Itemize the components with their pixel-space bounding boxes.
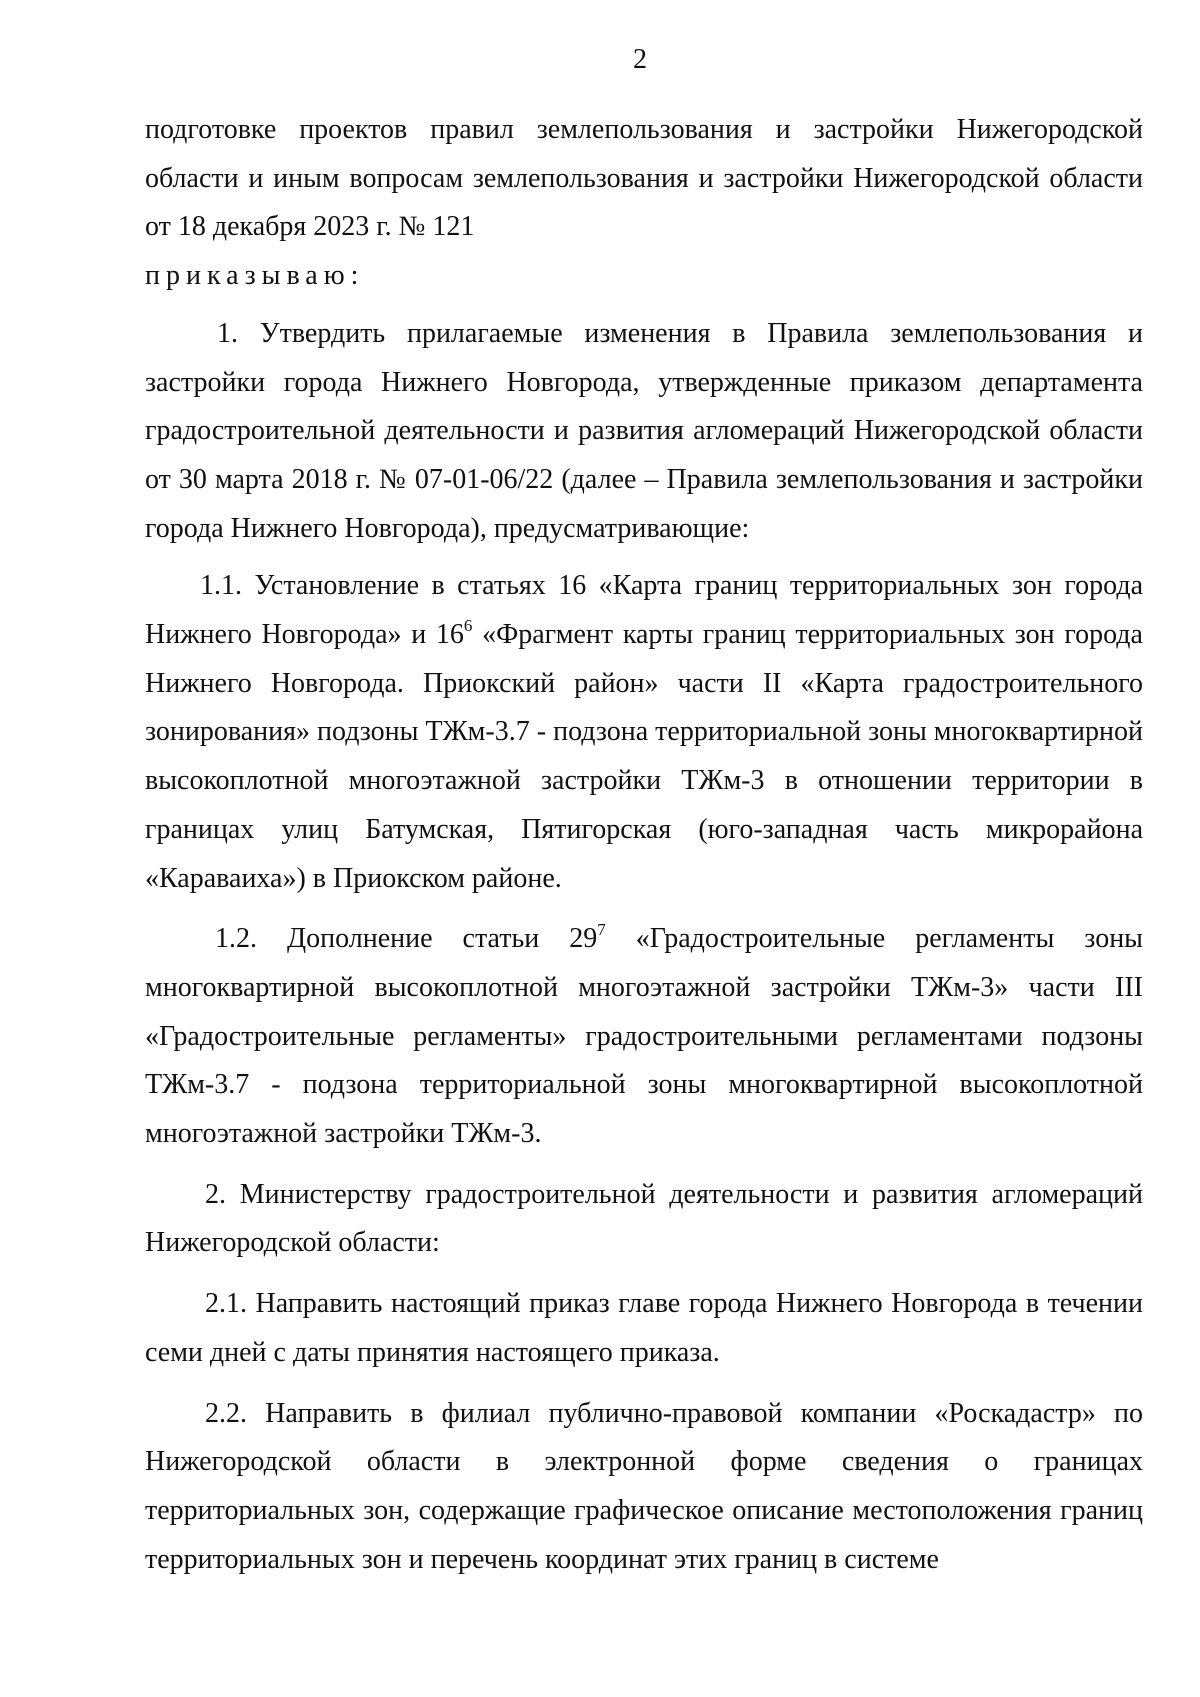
item-1-2-superscript: 7 (597, 920, 606, 940)
item-2-2-paragraph: 2.2. Направить в филиал публично-правовой компании «Роскадастр» по Нижегородской области в электронной форме сведения о границах территориальных зон, содержащие графическое описание местоположения границ территориальных зон и перечень координат этих границ в системе (145, 1397, 1143, 1575)
item-1-paragraph: 1. Утвердить прилагаемые изменения в Правила землепользования и застройки города Нижнего Новгорода, утвержденные приказом департамента градостроительной деятельности и развития агломераций Нижегородской области от 30 марта 2018 г. № 07-01-06/22 (далее – Правила землепользования и застройки города Нижнего Новгорода), предусматривающие: (145, 317, 1143, 544)
order-word: приказываю: (145, 260, 365, 292)
item-2-paragraph: 2. Министерству градостроительной деятельности и развития агломераций Нижегородской области: (145, 1178, 1143, 1259)
item-1-2-text-start: 1.2. Дополнение статьи 29 (215, 923, 598, 955)
item-1-1-text-start: 1.1. Установление в статьях 16 «Карта границ территориальных зон города Нижнего Новгорода» и 16 (145, 570, 1143, 651)
intro-paragraph: подготовке проектов правил землепользования и застройки Нижегородской области и иным вопросам землепользования и застройки Нижегородской области от 18 декабря 2023 г. № 121 (145, 114, 1143, 243)
document-body (145, 106, 1143, 1584)
item-1-1-paragraph (145, 562, 1143, 903)
item-1-2-paragraph (145, 915, 1143, 1159)
item-1-1-text-end: «Фрагмент карты границ территориальных зон города Нижнего Новгорода. Приокский район» части II «Карта градостроительного зонирования» подзоны ТЖм-3.7 - подзона территориальной зоны многоквартирной высокоплотной многоэтажной застройки ТЖм-3 в отношении территории в границах улиц Батумская, Пятигорская (юго-западная часть микрорайона «Караваиха») в Приокском районе. (145, 619, 1143, 894)
item-1-2-text-end: «Градостроительные регламенты зоны многоквартирной высокоплотной многоэтажной застройки ТЖм-3» части III «Градостроительные регламенты» градостроительными регламентами подзоны ТЖм-3.7 - подзона территориальной зоны многоквартирной высокоплотной многоэтажной застройки ТЖм-3. (145, 923, 1143, 1150)
item-2-1-paragraph: 2.1. Направить настоящий приказ главе города Нижнего Новгорода в течении семи дней с даты принятия настоящего приказа. (145, 1288, 1143, 1368)
item-1-1-superscript: 6 (463, 616, 473, 636)
page-number: 2 (633, 44, 647, 75)
